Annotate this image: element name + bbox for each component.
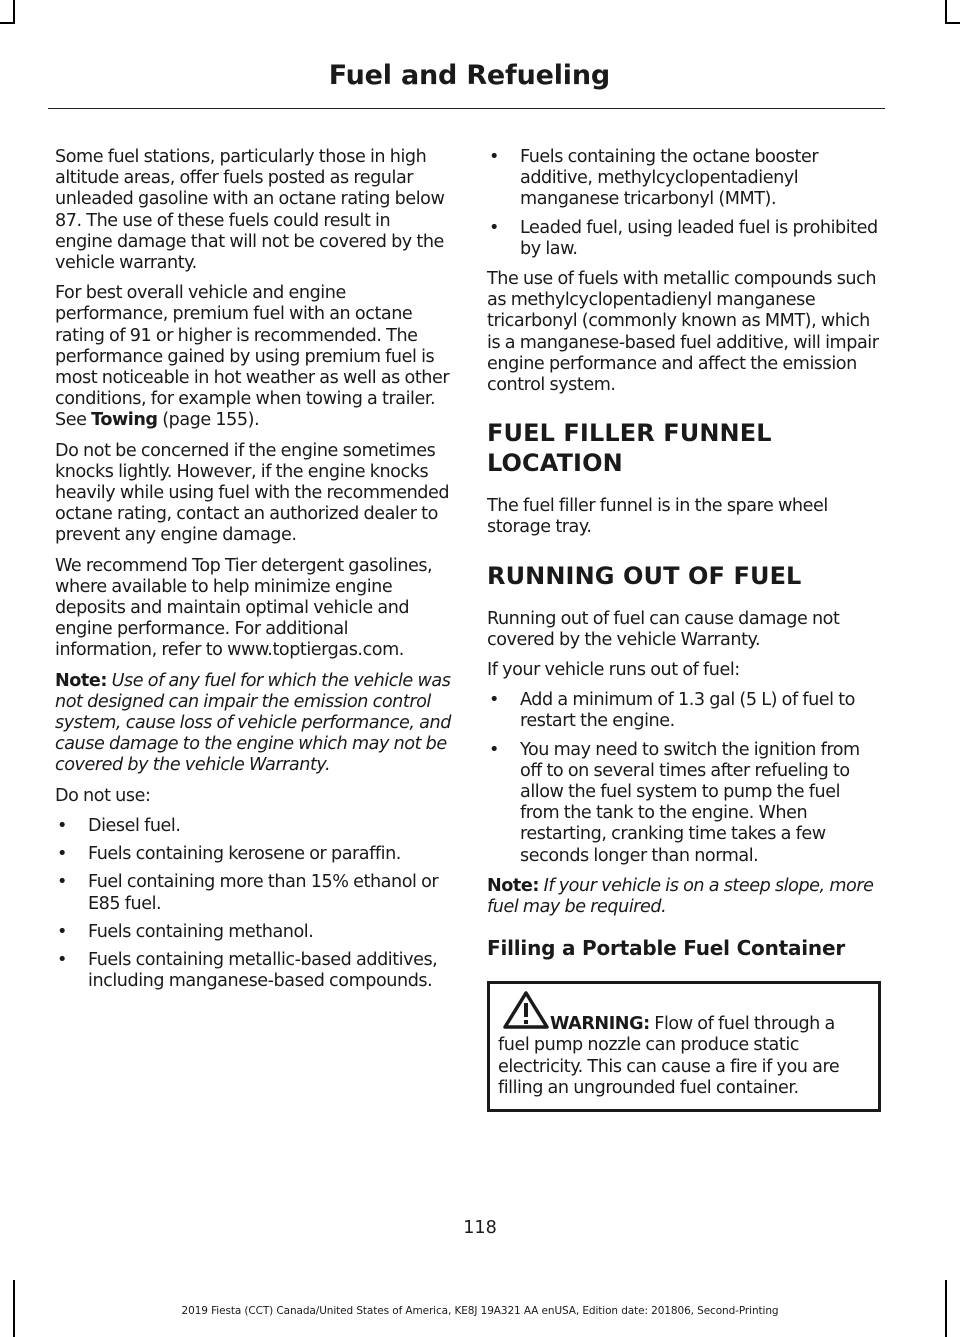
- crop-mark: [945, 0, 947, 22]
- do-not-use-list: [55, 816, 451, 992]
- paragraph: The fuel filler funnel is in the spare wheel storage tray.: [487, 496, 828, 538]
- paragraph: For best overall vehicle and engine performance, premium fuel with an octane rating of 91 or higher is recommended. The performance gained by using premium fuel is most noticeable in hot weather as well as other conditions, for example when towing a trailer. See Towing (page 155).: [55, 283, 450, 431]
- list-item: • Leaded fuel, using leaded fuel is prohibited by law.: [489, 217, 878, 259]
- subsection-heading-portable-container: Filling a Portable Fuel Container: [487, 936, 845, 961]
- list-item: • Fuels containing metallic-based additives, including manganese-based compounds.: [57, 949, 438, 992]
- paragraph: The use of fuels with metallic compounds such as methylcyclopentadienyl manganese tricarbonyl (commonly known as MMT), which is a manganese-based fuel additive, will impair engine performance and affect the emission control system.: [487, 269, 879, 396]
- warning-text: WARNING: Flow of fuel through a fuel pump nozzle can produce static electricity. This can cause a fire if you are filling an ungrounded fuel container.: [498, 1014, 840, 1098]
- paragraph: We recommend Top Tier detergent gasolines, where available to help minimize engine deposits and maintain optimal vehicle and engine performance. For additional information, refer to www.toptiergas.com.: [55, 555, 433, 661]
- list-item: • Fuels containing kerosene or paraffin.: [57, 844, 401, 865]
- note: Note: If your vehicle is on a steep slope, more fuel may be required.: [487, 875, 874, 918]
- footer-edition-info: 2019 Fiesta (CCT) Canada/United States of America, KE8J 19A321 AA enUSA, Edition date: 201806, Second-Printing: [181, 1305, 779, 1317]
- paragraph: Some fuel stations, particularly those in high altitude areas, offer fuels posted as regular unleaded gasoline with an octane rating below 87. The use of these fuels could result in engine damage that will not be covered by the vehicle warranty.: [55, 147, 445, 274]
- list-item: • Diesel fuel.: [57, 815, 181, 836]
- warning-triangle-icon: [502, 990, 550, 1030]
- crop-mark: [945, 22, 960, 24]
- note: Note: Use of any fuel for which the vehicle was not designed can impair the emission control system, cause loss of vehicle performance, and cause damage to the engine which may not be covered by the vehicle Warranty.: [55, 670, 451, 776]
- warning-box: [487, 981, 881, 1112]
- paragraph: Do not be concerned if the engine sometimes knocks lightly. However, if the engine knocks heavily while using fuel with the recommended octane rating, contact an authorized dealer to prevent any engine damage.: [55, 440, 450, 546]
- crop-mark: [13, 0, 15, 22]
- paragraph: Running out of fuel can cause damage not covered by the vehicle Warranty.: [487, 608, 840, 650]
- crop-mark: [0, 22, 15, 24]
- paragraph: Do not use:: [55, 785, 151, 806]
- list-item: • Add a minimum of 1.3 gal (5 L) of fuel to restart the engine.: [489, 690, 855, 732]
- page-number: 118: [463, 1218, 497, 1238]
- paragraph: If your vehicle runs out of fuel:: [487, 660, 740, 681]
- list-item: • You may need to switch the ignition from off to on several times after refueling to allow the fuel system to pump the fuel from the tank to the engine. When restarting, cranking time takes a few seconds longer than normal.: [489, 739, 860, 866]
- page-header: [48, 58, 885, 109]
- list-item: • Fuels containing the octane booster additive, methylcyclopentadienyl manganese tricarbonyl (MMT).: [489, 147, 819, 210]
- list-item: • Fuels containing methanol.: [57, 921, 314, 942]
- section-heading-fuel-filler-funnel: FUEL FILLER FUNNEL LOCATION: [487, 419, 772, 478]
- page-title: Fuel and Refueling: [328, 60, 610, 91]
- left-column: [55, 147, 451, 1001]
- towing-link[interactable]: Towing: [91, 410, 158, 431]
- list-item: • Fuel containing more than 15% ethanol or E85 fuel.: [57, 872, 439, 914]
- right-column: [487, 147, 881, 1112]
- section-heading-running-out-of-fuel: RUNNING OUT OF FUEL: [487, 561, 802, 590]
- running-out-list: [487, 690, 881, 867]
- do-not-use-list-continued: [487, 147, 881, 260]
